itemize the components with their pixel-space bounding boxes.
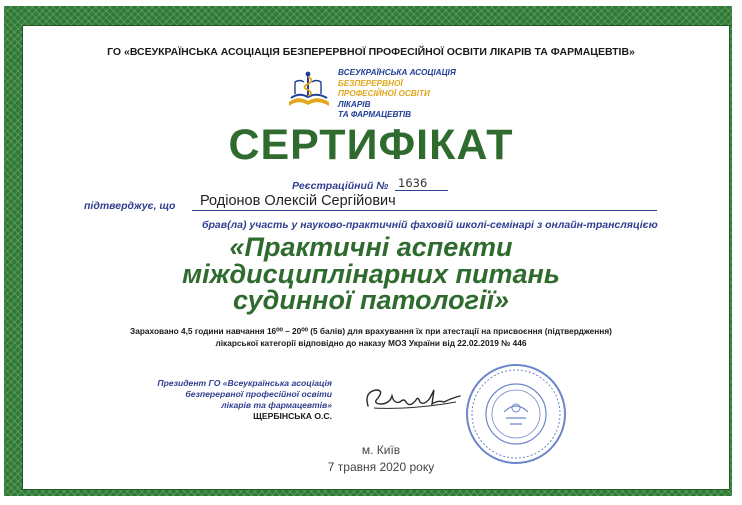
book-snake-emblem-icon (286, 68, 332, 112)
holder-name: Родіонов Олексій Сергійович (200, 193, 396, 209)
topic-line-2: міждисциплінарних питань (182, 259, 560, 289)
logo-line-2: БЕЗПЕРЕРВНОЇ (338, 78, 403, 88)
signature-icon (360, 380, 470, 420)
topic-line-1: «Практичні аспекти (229, 232, 513, 262)
issue-date: 7 травня 2020 року (327, 460, 435, 474)
topic-line-3: судинної патології» (233, 285, 509, 315)
president-title-line-1: Президент ГО «Всеукраїнська асоціація (157, 378, 332, 388)
place: м. Київ (361, 443, 401, 457)
credit-text-line-2: лікарської категорії відповідно до наказу МОЗ України від 22.02.2019 № 446 (215, 338, 527, 348)
organization-name: ГО «ВСЕУКРАЇНСЬКА АСОЦІАЦІЯ БЕЗПЕРЕРВНОЇ ПРОФЕСІЙНОЇ ОСВІТИ ЛІКАРІВ ТА ФАРМАЦЕВТІВ» (107, 46, 635, 58)
president-name: ЩЕРБІНСЬКА О.С. (253, 411, 332, 421)
registration-underline (395, 190, 448, 191)
association-logo (286, 66, 476, 119)
credit-text-line-1: Зараховано 4,5 години навчання 16⁰⁰ – 20⁰⁰ (5 балів) для врахування їх при атестації на присвоєння (підтвердження) (130, 326, 612, 336)
confirms-label: підтверджує, що (84, 200, 176, 212)
name-underline (192, 210, 657, 211)
certificate-title: СЕРТИФІКАТ (228, 121, 514, 169)
logo-line-4: ЛІКАРІВ (338, 99, 371, 109)
participation-text: брав(ла) участь у науково-практичній фаховій школі-семінарі з онлайн-трансляцією (202, 219, 658, 231)
logo-line-1: ВСЕУКРАЇНСЬКА АСОЦІАЦІЯ (338, 68, 456, 77)
logo-line-5: ТА ФАРМАЦЕВТІВ (338, 110, 412, 119)
president-title-line-3: лікарів та фармацевтів» (221, 400, 332, 410)
registration-number: 1636 (398, 176, 428, 190)
logo-line-3: ПРОФЕСІЙНОЇ ОСВІТИ (338, 89, 430, 98)
logo-text (338, 68, 456, 121)
registration-label: Реєстраційний № (292, 180, 389, 192)
president-title-line-2: безперервної професійної освіти (185, 389, 332, 399)
